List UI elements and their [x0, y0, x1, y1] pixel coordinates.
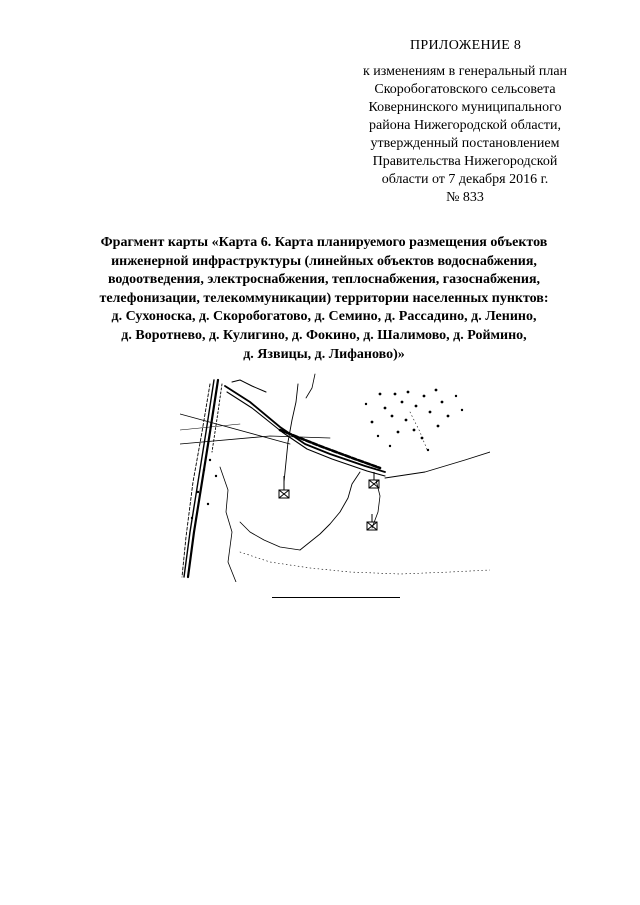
caption-line: водоотведения, электроснабжения, теплоснабжения, газоснабжения, [107, 272, 541, 288]
utility-line [280, 430, 380, 468]
boundary-line [385, 452, 490, 478]
stream-line [306, 374, 315, 398]
end-rule [272, 597, 400, 598]
appendix-note-line: № 833 [446, 190, 484, 205]
map-caption [80, 234, 568, 364]
road-line [212, 384, 222, 452]
appendix-note-line: Ковернинского муниципального [368, 100, 562, 115]
appendix-note-line: к изменениям в генеральный план [362, 64, 568, 79]
road-line [182, 384, 210, 577]
caption-line: д. Воротнево, д. Кулигино, д. Фокино, д. Шалимово, д. Роймино, [121, 327, 527, 343]
appendix-title: ПРИЛОЖЕНИЕ 8 [410, 38, 522, 53]
appendix-note-line: области от 7 декабря 2016 г. [381, 172, 549, 187]
map-fragment [180, 372, 490, 582]
road-line [184, 380, 214, 577]
area-outline [240, 552, 490, 574]
pumping-station-symbol-1 [279, 476, 289, 498]
road-line [188, 380, 218, 577]
caption-line: Фрагмент карты «Карта 6. Карта планируемого размещения объектов [100, 235, 548, 250]
area-outline [410, 412, 428, 452]
caption-line: телефонизации, телекоммуникации) территории населенных пунктов: [99, 290, 549, 306]
utility-line [225, 386, 385, 472]
utility-line [232, 380, 266, 392]
appendix-note-line: утвержденный постановлением [370, 136, 560, 151]
caption-line: инженерной инфраструктуры (линейных объектов водоснабжения, [111, 253, 537, 269]
appendix-note-line: района Нижегородской области, [369, 118, 561, 133]
appendix-note [340, 63, 590, 207]
appendix-note-line: Скоробогатовского сельсовета [374, 82, 556, 97]
stream-line [220, 467, 236, 582]
caption-line: д. Сухоноска, д. Скоробогатово, д. Семино, д. Рассадино, д. Ленино, [111, 309, 537, 325]
appendix-note-line: Правительства Нижегородской [372, 154, 558, 169]
settlement-outline [300, 472, 360, 550]
map-fragment-drawing [180, 372, 490, 582]
caption-line: д. Язвицы, д. Лифаново)» [243, 346, 405, 362]
utility-line [227, 392, 385, 476]
stream-line [240, 522, 300, 550]
